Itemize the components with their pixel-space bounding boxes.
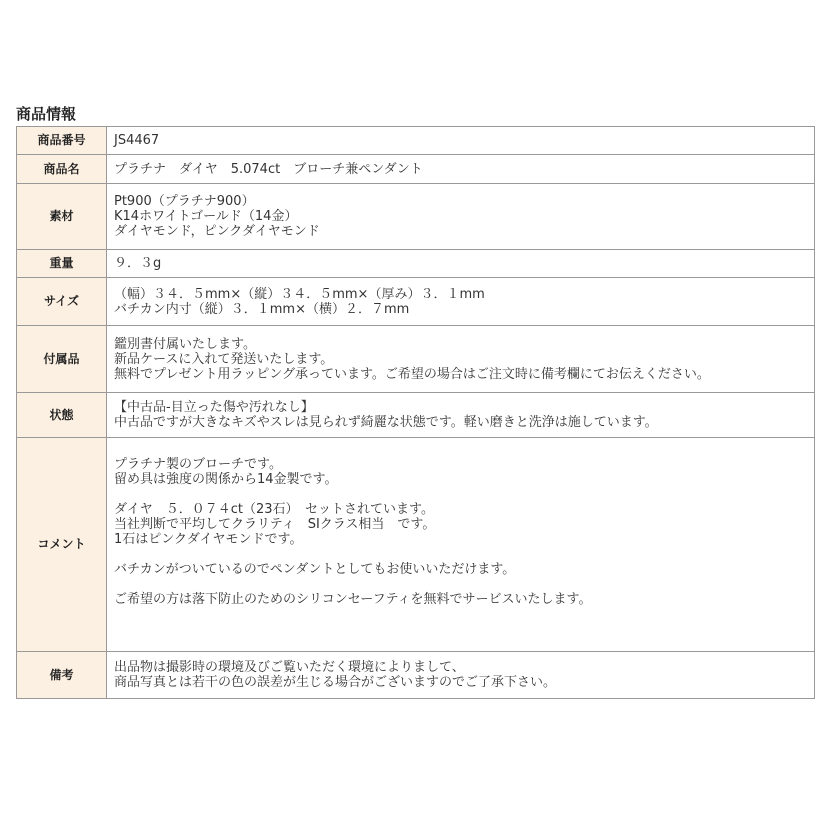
value-line <box>114 442 807 457</box>
table-row-remarks <box>17 652 815 699</box>
value-line: 商品写真とは若干の色の誤差が生じる場合がございますのでご了承下さい。 <box>114 675 557 690</box>
row-label: 備考 <box>17 652 107 699</box>
value-line: Pt900（プラチナ900） <box>114 194 255 209</box>
row-label: 状態 <box>17 393 107 438</box>
table-row-size <box>17 278 815 326</box>
row-value <box>107 155 815 184</box>
section-title: 商品情報 <box>16 105 77 123</box>
value-line: ご希望の方は落下防止のためのシリコンセーフティを無料でサービスいたします。 <box>114 592 592 607</box>
value-line: 留め具は強度の関係から14金製です。 <box>114 472 338 487</box>
table-row-material <box>17 184 815 250</box>
value-line: ９．３g <box>114 256 162 271</box>
table-row-accessories <box>17 326 815 393</box>
row-value <box>107 184 815 250</box>
value-line: プラチナ製のブローチです。 <box>114 457 282 472</box>
value-line: 出品物は撮影時の環境及びご覧いただく環境によりまして、 <box>114 660 465 675</box>
row-label: 付属品 <box>17 326 107 393</box>
table-row-product-number <box>17 127 815 155</box>
row-label: 重量 <box>17 250 107 278</box>
value-line <box>114 487 807 502</box>
value-line: JS4467 <box>114 133 160 148</box>
row-value <box>107 652 815 699</box>
row-value <box>107 438 815 652</box>
value-line: 無料でプレゼント用ラッピング承っています。ご希望の場合はご注文時に備考欄にてお伝えください。 <box>114 366 710 382</box>
value-line <box>114 577 807 592</box>
table-row-condition <box>17 393 815 438</box>
row-label: 商品番号 <box>17 127 107 155</box>
value-line: 【中古品-目立った傷や汚れなし】 <box>114 400 314 415</box>
row-value <box>107 127 815 155</box>
row-label: コメント <box>17 438 107 652</box>
value-line: K14ホワイトゴールド（14金） <box>114 209 298 224</box>
value-line: バチカンがついているのでペンダントとしてもお使いいただけます。 <box>114 562 516 577</box>
value-line: ダイヤ ５．０７４ct（23石） セットされています。 <box>114 502 434 517</box>
row-value <box>107 278 815 326</box>
value-line: 新品ケースに入れて発送いたします。 <box>114 351 334 367</box>
row-value <box>107 326 815 393</box>
table-row-weight <box>17 250 815 278</box>
value-line: ダイヤモンド，ピンクダイヤモンド <box>114 224 320 239</box>
table-row-product-name <box>17 155 815 184</box>
value-line: プラチナ ダイヤ 5.074ct ブローチ兼ペンダント <box>114 161 423 177</box>
row-label: 商品名 <box>17 155 107 184</box>
row-value <box>107 250 815 278</box>
row-label: 素材 <box>17 184 107 250</box>
value-line: 鑑別書付属いたします。 <box>114 336 256 352</box>
product-info-table <box>16 126 815 699</box>
row-label: サイズ <box>17 278 107 326</box>
row-value <box>107 393 815 438</box>
value-line: 1石はピンクダイヤモンドです。 <box>114 532 303 547</box>
table-row-comment <box>17 438 815 652</box>
value-line: 当社判断で平均してクラリティ SIクラス相当 です。 <box>114 517 436 532</box>
value-line <box>114 547 807 562</box>
value-line: バチカン内寸（縦）３．１mm×（横）２．７mm <box>114 301 410 317</box>
value-line: 中古品ですが大きなキズやスレは見られず綺麗な状態です。軽い磨きと洗浄は施しています。 <box>114 415 658 430</box>
value-line: （幅）３４．５mm×（縦）３４．５mm×（厚み）３．１mm <box>114 286 485 302</box>
